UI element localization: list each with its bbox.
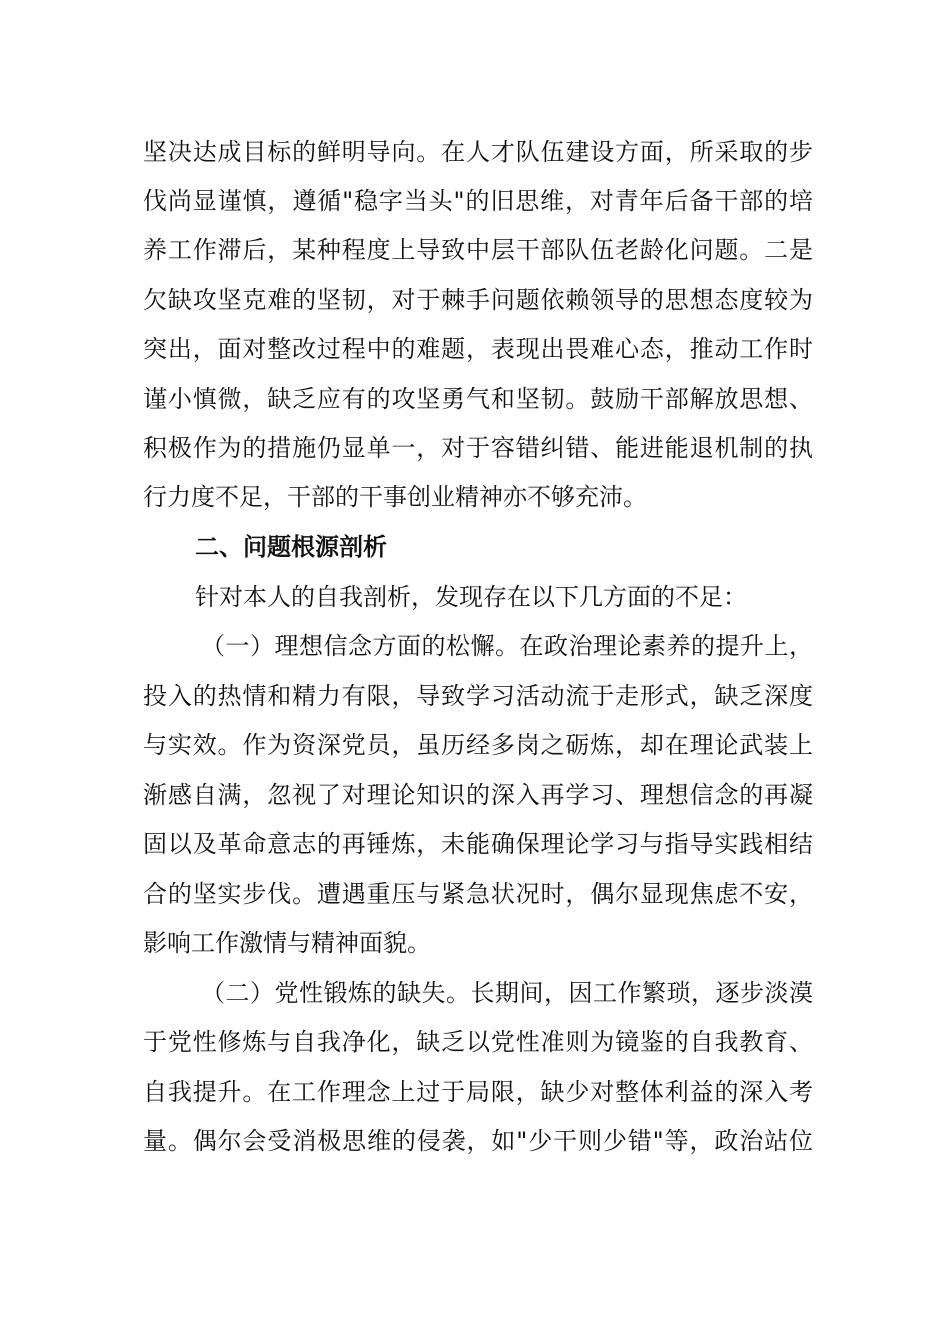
paragraph-line: 养工作滞后，某种程度上导致中层干部队伍老龄化问题。二是 xyxy=(143,236,813,264)
paragraph-line: 投入的热情和精力有限，导致学习活动流于走形式，缺乏深度 xyxy=(143,682,813,710)
subsection-line: （一）理想信念方面的松懈。在政治理论素养的提升上， xyxy=(201,632,813,660)
paragraph-line: 积极作为的措施仍显单一，对于容错纠错、能进能退机制的执 xyxy=(143,434,813,462)
paragraph-line: 渐感自满，忽视了对理论知识的深入再学习、理想信念的再凝 xyxy=(143,781,813,809)
paragraph-line: 谨小慎微，缺乏应有的攻坚勇气和坚韧。鼓励干部解放思想、 xyxy=(143,385,813,413)
paragraph-line: 影响工作激情与精神面貌。 xyxy=(143,929,431,957)
paragraph-line: 固以及革命意志的再锤炼，未能确保理论学习与指导实践相结 xyxy=(143,830,813,858)
paragraph-line: 自我提升。在工作理念上过于局限，缺少对整体利益的深入考 xyxy=(143,1078,813,1106)
subsection-line: （二）党性锻炼的缺失。长期间，因工作繁琐，逐步淡漠 xyxy=(201,979,813,1007)
paragraph-line: 合的坚实步伐。遭遇重压与紧急状况时，偶尔显现焦虑不安， xyxy=(143,880,813,908)
paragraph-line: 欠缺攻坚克难的坚韧，对于棘手问题依赖领导的思想态度较为 xyxy=(143,286,813,314)
paragraph-line: 伐尚显谨慎，遵循"稳字当头"的旧思维，对青年后备干部的培 xyxy=(143,187,813,215)
paragraph-line: 量。偶尔会受消极思维的侵袭，如"少干则少错"等，政治站位 xyxy=(143,1127,813,1155)
paragraph-line: 突出，面对整改过程中的难题，表现出畏难心态，推动工作时 xyxy=(143,335,813,363)
paragraph-line: 针对本人的自我剖析，发现存在以下几方面的不足： xyxy=(195,583,747,611)
paragraph-line: 行力度不足，干部的干事创业精神亦不够充沛。 xyxy=(143,483,647,511)
paragraph-line: 于党性修炼与自我净化，缺乏以党性准则为镜鉴的自我教育、 xyxy=(143,1028,813,1056)
paragraph-line: 坚决达成目标的鲜明导向。在人才队伍建设方面，所采取的步 xyxy=(143,138,813,166)
paragraph-line: 与实效。作为资深党员，虽历经多岗之砺炼，却在理论武装上 xyxy=(143,731,813,759)
section-heading: 二、问题根源剖析 xyxy=(195,533,387,561)
